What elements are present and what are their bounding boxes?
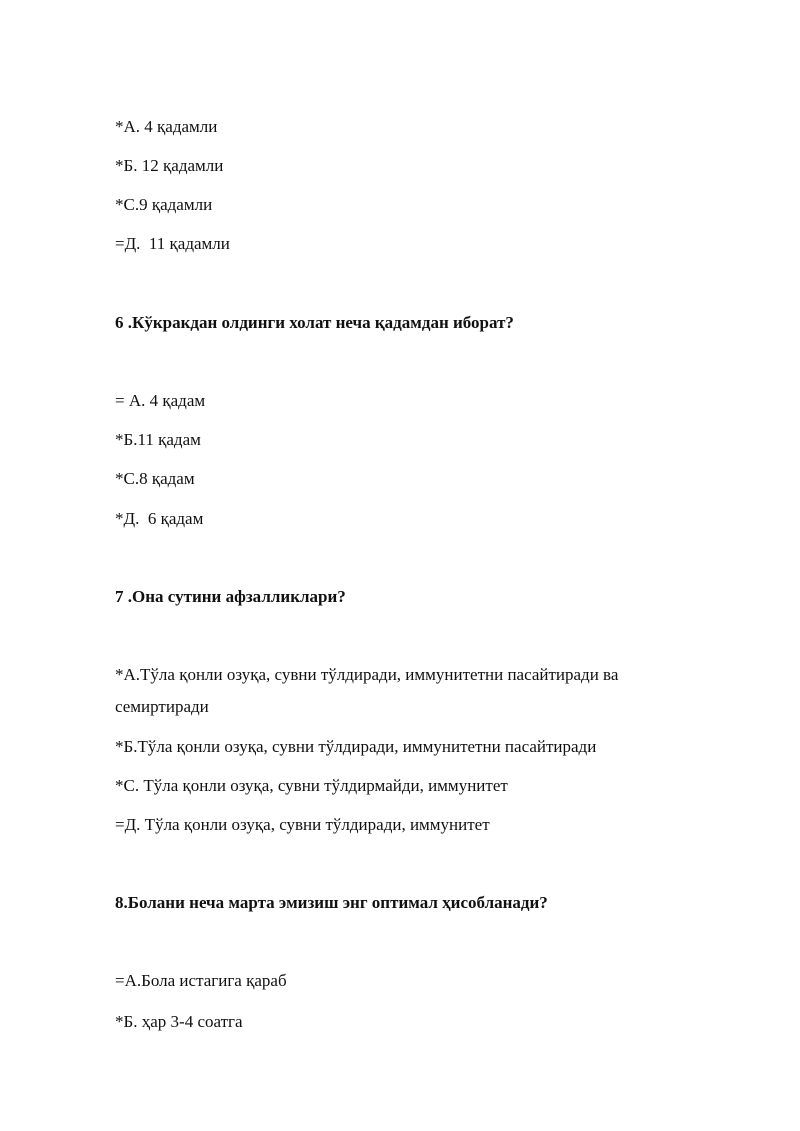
answer-option: = А. 4 қадам: [115, 391, 206, 410]
answer-option: *Б. 12 қадамли: [115, 156, 224, 175]
answer-option: =А.Бола истагига қараб: [115, 971, 287, 990]
answer-option: =Д. Тўла қонли озуқа, сувни тўлдиради, иммунитет: [115, 815, 490, 834]
answer-option: *А. 4 қадамли: [115, 117, 218, 136]
answer-option: *А.Тўла қонли озуқа, сувни тўлдиради, иммунитетни пасайтиради ва семиртиради: [115, 665, 619, 716]
answer-option: *Б.11 қадам: [115, 430, 201, 449]
answer-option: *Д. 6 қадам: [115, 509, 204, 528]
answer-option: *С. Тўла қонли озуқа, сувни тўлдирмайди, иммунитет: [115, 776, 508, 795]
question-heading: 8.Болани неча марта эмизиш энг оптимал ҳисобланади?: [115, 893, 548, 912]
answer-option: *С.8 қадам: [115, 469, 195, 488]
question-heading: 6 .Кўкракдан олдинги холат неча қадамдан иборат?: [115, 313, 514, 332]
answer-option: *С.9 қадамли: [115, 195, 213, 214]
answer-option: =Д. 11 қадамли: [115, 234, 230, 253]
answer-option: *Б. ҳар 3-4 соатга: [115, 1012, 243, 1031]
answer-option: *Б.Тўла қонли озуқа, сувни тўлдиради, иммунитетни пасайтиради: [115, 737, 597, 756]
question-heading: 7 .Она сутини афзалликлари?: [115, 587, 346, 606]
